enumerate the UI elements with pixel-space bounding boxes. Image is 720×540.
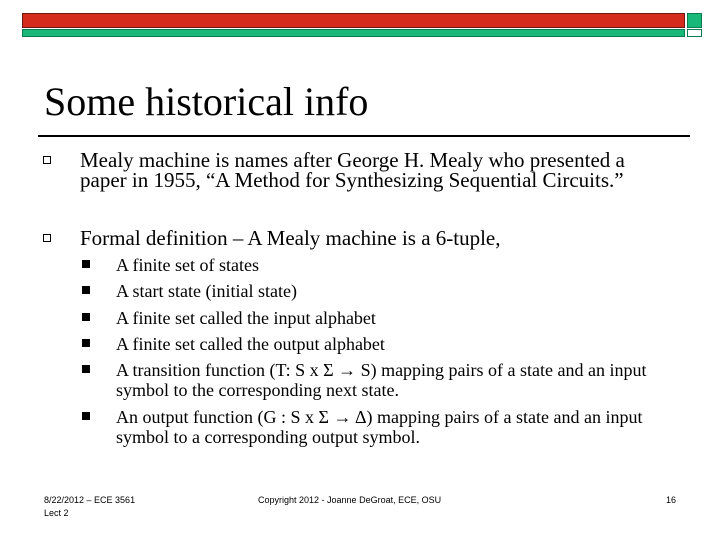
sub-bullet-item: A start state (initial state) <box>116 281 297 301</box>
sub-bullet-item: A finite set called the output alphabet <box>116 334 385 354</box>
filled-square-bullet-icon <box>82 260 90 268</box>
sub-bullet-item: A transition function (T: S x Σ → S) mapping pairs of a state and an input symbol to the corresponding next state. <box>116 360 647 400</box>
bullet-item-2: Formal definition – A Mealy machine is a 6-tuple, <box>80 226 501 250</box>
footer-lecture: Lect 2 <box>44 508 69 518</box>
sub-bullet-item: A finite set of states <box>116 255 259 275</box>
footer-date-course: 8/22/2012 – ECE 3561 <box>44 495 136 505</box>
slide-title: Some historical info <box>44 79 369 124</box>
header-white-square <box>687 29 702 37</box>
header-green-square <box>687 13 702 28</box>
header-red-bar <box>22 13 685 28</box>
header-green-bar <box>22 29 685 37</box>
bullet-item-1: Mealy machine is names after George H. Mealy who presented a paper in 1955, “A Method for Synthesizing Sequential Circuits.” <box>80 148 625 192</box>
sub-bullet-item: An output function (G : S x Σ → Δ) mapping pairs of a state and an input symbol to a corresponding output symbol. <box>116 407 643 447</box>
filled-square-bullet-icon <box>82 286 90 294</box>
filled-square-bullet-icon <box>82 313 90 321</box>
hollow-square-bullet-icon <box>43 234 51 242</box>
hollow-square-bullet-icon <box>43 156 51 164</box>
filled-square-bullet-icon <box>82 412 90 420</box>
footer-copyright: Copyright 2012 - Joanne DeGroat, ECE, OSU <box>258 495 442 505</box>
filled-square-bullet-icon <box>82 339 90 347</box>
sub-bullet-item: A finite set called the input alphabet <box>116 308 376 328</box>
title-divider <box>38 135 690 137</box>
filled-square-bullet-icon <box>82 365 90 373</box>
footer-page-number: 16 <box>666 495 677 505</box>
